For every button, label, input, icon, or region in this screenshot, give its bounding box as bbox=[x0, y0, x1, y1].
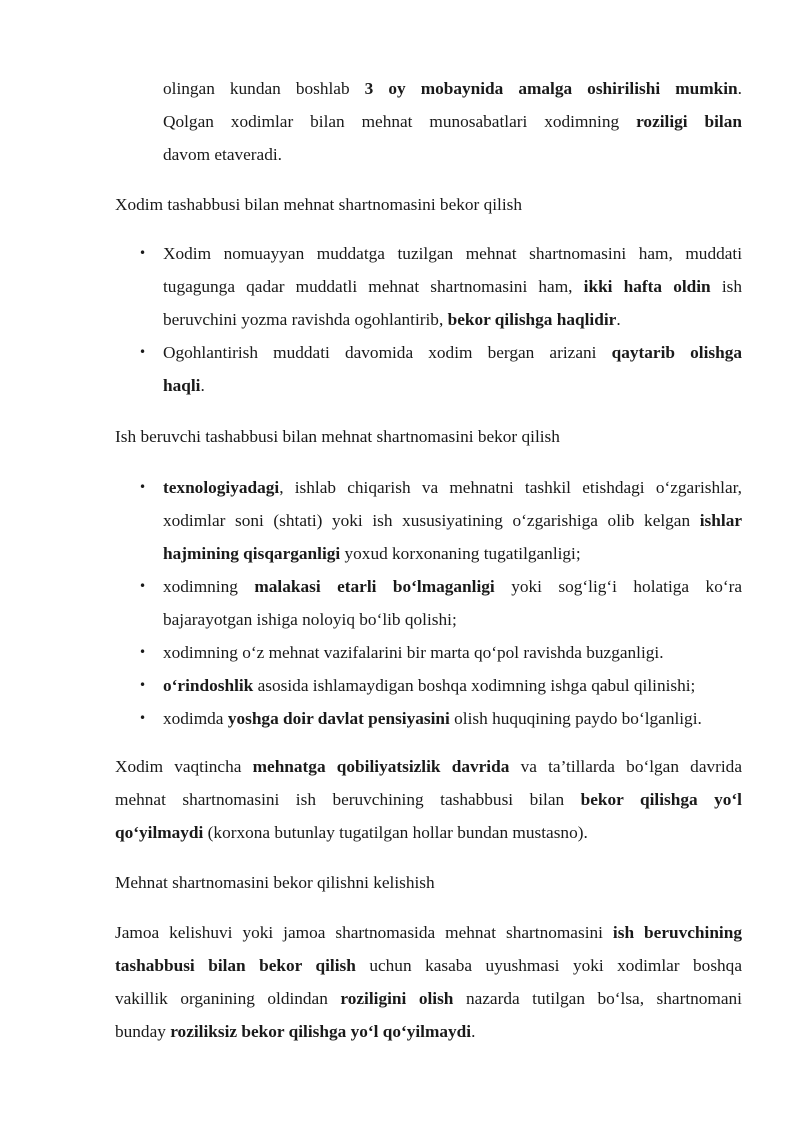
bold-text: roziligi bilan bbox=[636, 112, 742, 131]
text-line bbox=[163, 636, 742, 669]
bold-text: qaytarib olishga bbox=[611, 343, 742, 362]
bullet-icon: • bbox=[139, 678, 147, 692]
text-run: xodimning o‘z mehnat vazifalarini bir marta qo‘pol ravishda buzganligi. bbox=[163, 643, 664, 662]
text-line bbox=[163, 369, 742, 402]
text-run: mehnat shartnomasini ish beruvchining tashabbusi bilan bbox=[115, 790, 565, 809]
bullet-icon: • bbox=[139, 345, 147, 359]
temporary-disability-paragraph bbox=[115, 750, 742, 849]
text-line bbox=[163, 336, 742, 369]
text-line bbox=[163, 138, 742, 171]
bold-text: texnologiyadagi bbox=[163, 478, 280, 497]
text-run: , ishlab chiqarish va mehnatni tashkil etishdagi o‘zgarishlar, bbox=[279, 478, 742, 497]
list-item bbox=[139, 702, 742, 735]
text-run: tugagunga qadar muddatli mehnat shartnomasini ham, bbox=[163, 277, 573, 296]
list-item bbox=[139, 570, 743, 636]
text-line bbox=[163, 603, 742, 636]
bullet-icon: • bbox=[139, 480, 147, 494]
text-line bbox=[163, 237, 742, 270]
bullet-icon: • bbox=[139, 711, 147, 725]
bold-text: haqli bbox=[163, 376, 201, 395]
bold-text: roziligini olish bbox=[340, 989, 454, 1008]
text-line bbox=[163, 270, 742, 303]
text-run: . bbox=[471, 1022, 476, 1041]
employer-initiative-list bbox=[139, 471, 743, 735]
list-item bbox=[139, 237, 743, 336]
text-run: bajarayotgan ishiga noloyiq bo‘lib qolishi; bbox=[163, 610, 457, 629]
text-run: xodimning bbox=[163, 577, 238, 596]
text-run: xodimlar soni (shtati) yoki ish xususiyatining o‘zgarishiga olib kelgan bbox=[163, 511, 691, 530]
text-line bbox=[115, 949, 742, 982]
text-run: Ogohlantirish muddati davomida xodim bergan arizani bbox=[163, 343, 597, 362]
text-run: xodimda bbox=[163, 709, 224, 728]
section-heading-employer-initiative: Ish beruvchi tashabbusi bilan mehnat shartnomasini bekor qilish bbox=[115, 427, 560, 446]
text-run: . bbox=[616, 310, 621, 329]
bold-text: bekor qilishga yo‘l bbox=[580, 790, 742, 809]
text-run: Xodim nomuayyan muddatga tuzilgan mehnat shartnomasini ham, muddati bbox=[163, 244, 742, 263]
continuation-paragraph bbox=[163, 72, 742, 171]
bold-text: ishlar bbox=[699, 511, 742, 530]
text-line bbox=[115, 1015, 742, 1048]
text-line bbox=[163, 105, 742, 138]
bold-text: 3 oy mobaynida amalga oshirilishi mumkin bbox=[364, 79, 738, 98]
text-line bbox=[115, 816, 742, 849]
bullet-icon: • bbox=[139, 579, 147, 593]
text-line bbox=[163, 537, 742, 570]
text-run: uchun kasaba uyushmasi yoki xodimlar boshqa bbox=[369, 956, 742, 975]
text-run: Xodim vaqtincha bbox=[115, 757, 242, 776]
bold-text: hajmining qisqarganligi bbox=[163, 544, 341, 563]
text-run: ish bbox=[721, 277, 743, 296]
text-run: davom etaveradi. bbox=[163, 145, 282, 164]
text-line bbox=[163, 504, 742, 537]
section-heading-employee-initiative: Xodim tashabbusi bilan mehnat shartnomasini bekor qilish bbox=[115, 195, 523, 214]
text-run: . bbox=[737, 79, 742, 98]
text-line bbox=[163, 72, 742, 105]
text-line bbox=[115, 783, 742, 816]
text-line bbox=[163, 669, 742, 702]
text-run: (korxona butunlay tugatilgan hollar bundan mustasno). bbox=[207, 823, 588, 842]
agreement-paragraph bbox=[115, 916, 742, 1048]
bold-text: ikki hafta oldin bbox=[583, 277, 711, 296]
text-run: . bbox=[200, 376, 205, 395]
bullet-icon: • bbox=[139, 246, 147, 260]
bold-text: yoshga doir davlat pensiyasini bbox=[227, 709, 450, 728]
bold-text: roziliksiz bekor qilishga yo‘l qo‘yilmaydi bbox=[170, 1022, 472, 1041]
text-run: va ta’tillarda bo‘lgan davrida bbox=[520, 757, 742, 776]
bullet-icon: • bbox=[139, 645, 147, 659]
section-heading-agreement: Mehnat shartnomasini bekor qilishni kelishish bbox=[115, 873, 435, 892]
text-line bbox=[115, 916, 742, 949]
bold-text: bekor qilishga haqlidir bbox=[447, 310, 617, 329]
text-run: bunday bbox=[115, 1022, 166, 1041]
text-line bbox=[163, 471, 742, 504]
text-run: olingan kundan boshlab bbox=[163, 79, 350, 98]
text-run: Jamoa kelishuvi yoki jamoa shartnomasida mehnat shartnomasini bbox=[115, 923, 603, 942]
list-item bbox=[139, 669, 742, 702]
list-item bbox=[139, 336, 742, 402]
employee-initiative-list bbox=[139, 237, 743, 402]
bold-text: qo‘yilmaydi bbox=[115, 823, 204, 842]
text-run: yoki sog‘lig‘i holatiga ko‘ra bbox=[511, 577, 743, 596]
text-line bbox=[163, 702, 742, 735]
text-run: Qolgan xodimlar bilan mehnat munosabatlari xodimning bbox=[163, 112, 620, 131]
bold-text: ish beruvchining bbox=[612, 923, 742, 942]
text-run: beruvchini yozma ravishda ogohlantirib, bbox=[163, 310, 444, 329]
text-line bbox=[115, 982, 742, 1015]
text-run: vakillik organining oldindan bbox=[115, 989, 328, 1008]
bold-text: o‘rindoshlik bbox=[163, 676, 254, 695]
bold-text: tashabbusi bilan bekor qilish bbox=[115, 956, 356, 975]
list-item bbox=[139, 471, 742, 570]
bold-text: mehnatga qobiliyatsizlik davrida bbox=[252, 757, 510, 776]
text-run: nazarda tutilgan bo‘lsa, shartnomani bbox=[465, 989, 742, 1008]
bold-text: malakasi etarli bo‘lmaganligi bbox=[254, 577, 495, 596]
text-run: olish huquqining paydo bo‘lganligi. bbox=[454, 709, 702, 728]
text-line bbox=[163, 570, 742, 603]
text-line bbox=[115, 750, 742, 783]
text-run: asosida ishlamaydigan boshqa xodimning ishga qabul qilinishi; bbox=[257, 676, 696, 695]
text-run: yoxud korxonaning tugatilganligi; bbox=[344, 544, 581, 563]
text-line bbox=[163, 303, 742, 336]
list-item bbox=[139, 636, 742, 669]
